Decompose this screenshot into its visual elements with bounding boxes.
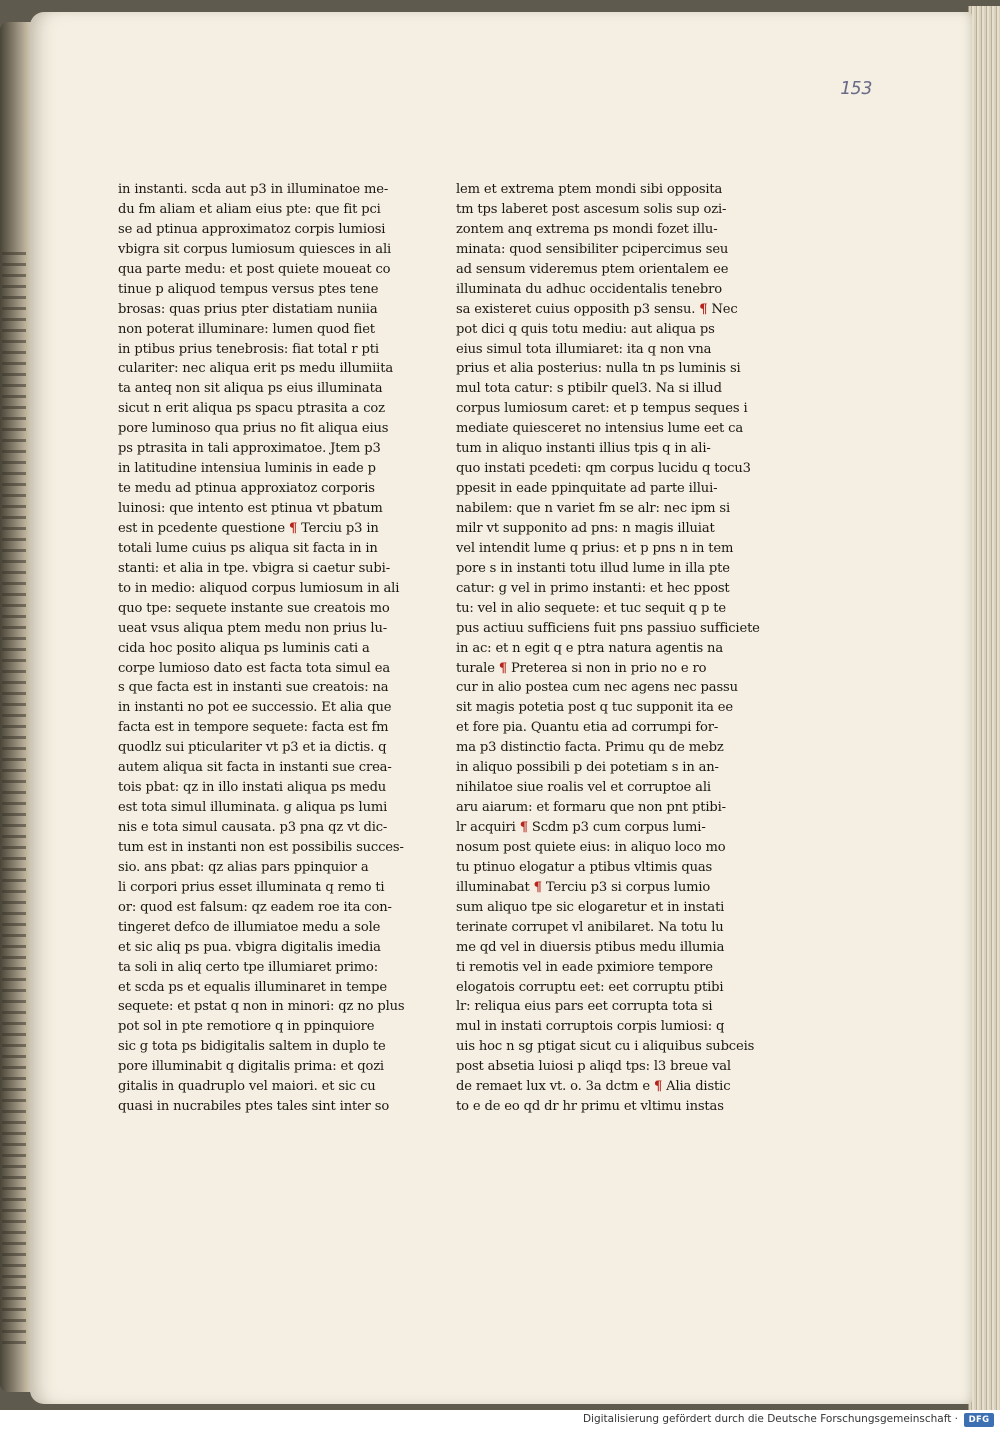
text-line: illuminabat ¶ Terciu p3 si corpus lumio xyxy=(456,879,711,895)
text-line: lem et extrema ptem mondi sibi opposita xyxy=(456,182,723,197)
left-text-column xyxy=(118,180,434,1117)
text-line: sa existeret cuius opposith p3 sensu. ¶ Nec xyxy=(456,301,738,317)
text-line: terinate corrupet vl anibilaret. Na totu lu xyxy=(456,919,724,935)
text-line: in ac: et n egit q e ptra natura agentis na xyxy=(456,640,723,656)
text-line: in aliquo possibili p dei potetiam s in an- xyxy=(456,760,719,776)
text-line: to in medio: aliquod corpus lumiosum in ali xyxy=(118,580,400,596)
text-line: ueat vsus aliqua ptem medu non prius lu- xyxy=(118,620,388,636)
text-line: est in pcedente questione ¶ Terciu p3 in xyxy=(118,520,379,536)
paragraph-mark-icon: ¶ xyxy=(498,660,507,676)
text-line: to e de eo qd dr hr primu et vltimu instas xyxy=(456,1099,724,1115)
text-line: mul in instati corruptois corpis lumiosi: q xyxy=(456,1019,725,1035)
text-line: lr: reliqua eius pars eet corrupta tota si xyxy=(456,999,713,1015)
text-line: ti remotis vel in eade pximiore tempore xyxy=(456,959,713,975)
text-line: se ad ptinua approximatoz corpis lumiosi xyxy=(118,221,386,237)
text-line: facta est in tempore sequete: facta est fm xyxy=(118,720,389,736)
text-line: zontem anq extrema ps mondi fozet illu- xyxy=(456,221,718,237)
text-line: tum in aliquo instanti illius tpis q in ali- xyxy=(456,441,711,457)
text-line: tum est in instanti non est possibilis succes- xyxy=(118,839,404,855)
text-line: tinue p aliquod tempus versus ptes tene xyxy=(118,281,379,297)
text-line: prius et alia posterius: nulla tn ps luminis si xyxy=(456,361,741,377)
text-line: vbigra sit corpus lumiosum quiesces in ali xyxy=(118,241,392,257)
paragraph-mark-icon: ¶ xyxy=(519,820,528,835)
text-line: tingeret defco de illumiatoe medu a sole xyxy=(118,919,381,935)
footer-bar xyxy=(0,1410,1000,1431)
text-line: brosas: quas prius pter distatiam nuniia xyxy=(118,301,378,317)
text-line: du fm aliam et aliam eius pte: que fit pci xyxy=(118,201,381,217)
text-line: pus actiuu sufficiens fuit pns passiuo sufficiete xyxy=(456,620,760,636)
text-line: stanti: et alia in tpe. vbigra si caetur subi- xyxy=(118,560,390,576)
text-line: minata: quod sensibiliter pcipercimus seu xyxy=(456,241,729,257)
folio-number: 153 xyxy=(840,78,873,99)
text-line: nabilem: que n variet fm se alr: nec ipm si xyxy=(456,501,731,516)
text-line: quo tpe: sequete instante sue creatois mo xyxy=(118,600,390,616)
text-line: me qd vel in diuersis ptibus medu illumia xyxy=(456,939,725,955)
text-line: eius simul tota illumiaret: ita q non vna xyxy=(456,341,712,357)
text-line: tois pbat: qz in illo instati aliqua ps medu xyxy=(118,780,387,796)
text-line: pore s in instanti totu illud lume in illa pte xyxy=(456,560,730,576)
text-line: de remaet lux vt. o. 3a dctm e ¶ Alia distic xyxy=(456,1079,731,1095)
text-line: ta anteq non sit aliqua ps eius illuminata xyxy=(118,381,383,397)
text-line: ps ptrasita in tali approximatoe. Jtem p3 xyxy=(118,441,381,457)
text-line: qua parte medu: et post quiete moueat co xyxy=(118,261,391,277)
text-line: quo instati pcedeti: qm corpus lucidu q tocu3 xyxy=(456,461,751,477)
text-line: culariter: nec aliqua erit ps medu illumiita xyxy=(118,361,393,377)
text-line: pot dici q quis totu mediu: aut aliqua ps xyxy=(456,321,715,337)
previous-page-text-margin xyxy=(2,252,26,1352)
text-line: quodlz sui pticulariter vt p3 et ia dictis. q xyxy=(118,740,387,756)
text-line: ma p3 distinctio facta. Primu qu de mebz xyxy=(456,740,724,756)
text-line: et fore pia. Quantu etia ad corrumpi for- xyxy=(456,720,719,736)
text-line: sum aliquo tpe sic elogaretur et in instati xyxy=(456,899,725,915)
text-line: elogatois corruptu eet: eet corruptu ptibi xyxy=(456,979,724,995)
text-line: quasi in nucrabiles ptes tales sint inter so xyxy=(118,1099,390,1115)
text-line: aru aiarum: et formaru que non pnt ptibi- xyxy=(456,800,726,816)
funding-credit: Digitalisierung gefördert durch die Deutsche Forschungsgemeinschaft · xyxy=(582,1413,958,1425)
text-line: mediate quiesceret no intensius lume eet ca xyxy=(456,421,744,437)
text-line: lr acquiri ¶ Scdm p3 cum corpus lumi- xyxy=(456,820,706,835)
text-line: sit magis potetia post q tuc supponit ita ee xyxy=(456,700,734,716)
text-line: vel intendit lume q prius: et p pns n in tem xyxy=(456,540,734,556)
text-line: nosum post quiete eius: in aliquo loco mo xyxy=(456,839,726,855)
text-line: post absetia luiosi p aliqd tps: l3 breue val xyxy=(456,1059,731,1075)
paragraph-mark-icon: ¶ xyxy=(288,520,298,536)
text-line: pore luminoso qua prius no fit aliqua eius xyxy=(118,421,389,437)
paragraph-mark-icon: ¶ xyxy=(653,1079,663,1095)
paragraph-mark-icon: ¶ xyxy=(699,301,708,317)
paragraph-mark-icon: ¶ xyxy=(533,879,542,895)
text-line: nis e tota simul causata. p3 pna qz vt dic- xyxy=(118,820,388,835)
text-line: milr vt supponito ad pns: n magis illuiat xyxy=(456,520,715,536)
text-line: illuminata du adhuc occidentalis tenebro xyxy=(456,281,722,297)
text-line: corpe lumioso dato est facta tota simul ea xyxy=(118,660,390,676)
text-line: ta soli in aliq certo tpe illumiaret primo: xyxy=(118,959,379,975)
text-line: s que facta est in instanti sue creatois: na xyxy=(118,680,389,696)
text-line: in instanti. scda aut p3 in illuminatoe me- xyxy=(118,182,389,197)
text-line: tm tps laberet post ascesum solis sup ozi- xyxy=(456,201,727,217)
text-line: cida hoc posito aliqua ps luminis cati a xyxy=(118,640,370,656)
text-line: gitalis in quadruplo vel maiori. et sic cu xyxy=(118,1079,376,1095)
dfg-logo: DFG xyxy=(964,1413,994,1427)
text-line: li corpori prius esset illuminata q remo ti xyxy=(118,879,385,895)
text-line: uis hoc n sg ptigat sicut cu i aliquibus subceis xyxy=(456,1039,755,1055)
text-line: nihilatoe siue roalis vel et corruptoe ali xyxy=(456,780,711,796)
text-line: pore illuminabit q digitalis prima: et qozi xyxy=(118,1059,384,1075)
text-line: in latitudine intensiua luminis in eade p xyxy=(118,461,376,477)
text-line: pot sol in pte remotiore q in ppinquiore xyxy=(118,1019,375,1035)
text-line: in ptibus prius tenebrosis: fiat total r pti xyxy=(118,341,379,357)
text-line: ad sensum videremus ptem orientalem ee xyxy=(456,261,729,277)
right-text-column xyxy=(456,180,772,1117)
text-line: non poterat illuminare: lumen quod fiet xyxy=(118,321,375,337)
text-line: sic g tota ps bidigitalis saltem in duplo te xyxy=(118,1039,386,1055)
text-line: et sic aliq ps pua. vbigra digitalis imedia xyxy=(118,939,381,955)
text-line: tu: vel in alio sequete: et tuc sequit q p te xyxy=(456,600,726,616)
text-line: in instanti no pot ee successio. Et alia que xyxy=(118,700,392,716)
text-line: catur: g vel in primo instanti: et hec ppost xyxy=(456,580,730,596)
text-line: tu ptinuo elogatur a ptibus vltimis quas xyxy=(456,859,713,875)
text-line: totali lume cuius ps aliqua sit facta in in xyxy=(118,540,378,556)
text-line: corpus lumiosum caret: et p tempus seques i xyxy=(456,401,748,417)
text-line: luinosi: que intento est ptinua vt pbatum xyxy=(118,501,383,516)
text-line: est tota simul illuminata. g aliqua ps lumi xyxy=(118,800,388,816)
text-line: sequete: et pstat q non in minori: qz no plus xyxy=(118,999,405,1015)
text-line: sicut n erit aliqua ps spacu ptrasita a coz xyxy=(118,401,385,417)
text-line: or: quod est falsum: qz eadem roe ita con- xyxy=(118,899,392,915)
text-line: te medu ad ptinua approxiatoz corporis xyxy=(118,481,375,497)
text-line: mul tota catur: s ptibilr quel3. Na si illud xyxy=(456,381,722,397)
text-line: et scda ps et equalis illuminaret in tempe xyxy=(118,979,387,995)
text-line: turale ¶ Preterea si non in prio no e ro xyxy=(456,660,707,676)
text-line: cur in alio postea cum nec agens nec passu xyxy=(456,680,738,696)
text-line: sio. ans pbat: qz alias pars ppinquior a xyxy=(118,859,369,875)
book-fore-edge xyxy=(968,6,1000,1410)
text-line: ppesit in eade ppinquitate ad parte illui- xyxy=(456,481,718,497)
text-line: autem aliqua sit facta in instanti sue crea- xyxy=(118,760,392,776)
